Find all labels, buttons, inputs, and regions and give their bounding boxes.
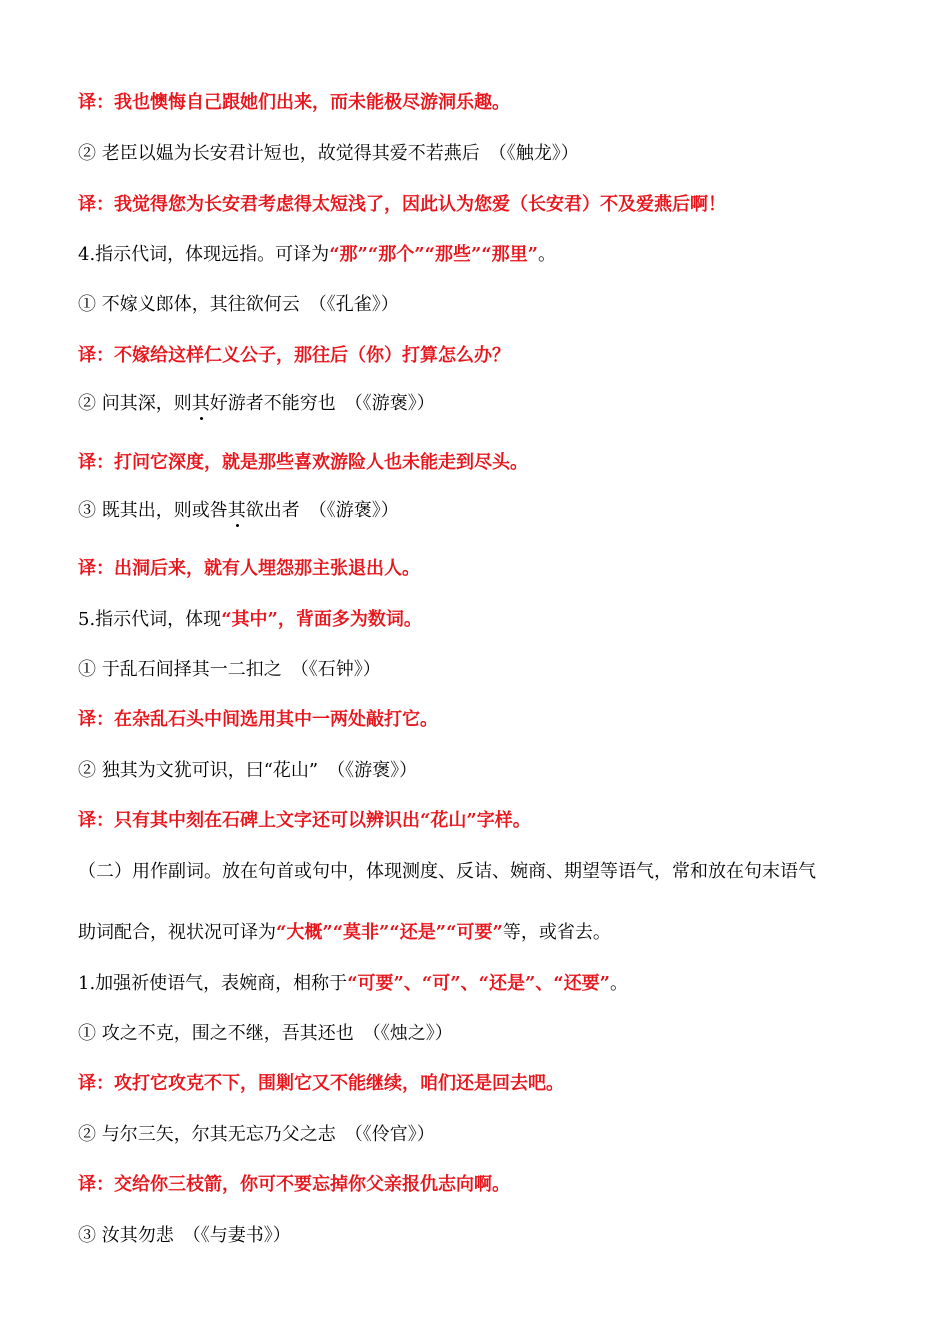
translation-line: 译：攻打它攻克不下，围剿它又不能继续，咱们还是回去吧。 <box>78 1073 564 1094</box>
body-text-part: 等，或省去。 <box>502 922 611 943</box>
example-line: ② 与尔三矢，尔其无忘乃父之志 （《伶官》） <box>78 1124 435 1145</box>
example-line: ① 于乱石间择其一二扣之 （《石钟》） <box>78 659 381 680</box>
highlight-text: “可要”、“可”、“还是”、“还要” <box>347 973 611 994</box>
example-text: ② 问其深，则 <box>78 393 192 414</box>
section-heading <box>78 973 628 995</box>
emphasis-char: 其 <box>227 500 246 521</box>
example-line: ① 不嫁义郎体，其往欲何云 （《孔雀》） <box>78 294 399 315</box>
example-line: ② 独其为文犹可识，曰“花山” （《游褒》） <box>78 760 418 781</box>
example-line <box>78 393 435 415</box>
example-line: ① 攻之不克，围之不继，吾其还也 （《烛之》） <box>78 1023 453 1044</box>
translation-line: 译：只有其中刻在石碑上文字还可以辨识出“花山”字样。 <box>78 810 531 831</box>
heading-text: 。 <box>538 244 557 265</box>
heading-text: 1.加强祈使语气，表婉商，相称于 <box>78 973 348 994</box>
example-line <box>78 500 399 522</box>
translation-line: 译：我也懊悔自己跟她们出来，而未能极尽游洞乐趣。 <box>78 92 510 113</box>
heading-text: 4.指示代词，体现远指。可译为 <box>78 244 330 265</box>
translation-line: 译：出洞后来，就有人埋怨那主张退出人。 <box>78 558 420 579</box>
translation-line: 译：在杂乱石头中间选用其中一两处敲打它。 <box>78 709 438 730</box>
translation-line: 译：我觉得您为长安君考虑得太短浅了，因此认为您爱（长安君）不及爱燕后啊！ <box>78 194 726 215</box>
example-text: 欲出者 （《游褒》） <box>245 500 399 521</box>
translation-line: 译：打问它深度，就是那些喜欢游险人也未能走到尽头。 <box>78 452 528 473</box>
heading-text: 。 <box>610 973 629 994</box>
highlight-text: “其中”，背面多为数词。 <box>221 609 422 630</box>
translation-line: 译：交给你三枝箭，你可不要忘掉你父亲报仇志向啊。 <box>78 1174 510 1195</box>
translation-line: 译：不嫁给这样仁义公子，那往后（你）打算怎么办？ <box>78 345 510 366</box>
example-line: ② 老臣以媪为长安君计短也，故觉得其爱不若燕后 （《触龙》） <box>78 143 579 164</box>
section-heading <box>78 609 422 631</box>
heading-text: 5.指示代词，体现 <box>78 609 222 630</box>
highlight-text: “那”“那个”“那些”“那里” <box>329 244 539 265</box>
example-text: 好游者不能穷也 （《游褒》） <box>209 393 435 414</box>
section-heading <box>78 244 556 266</box>
example-line: ③ 汝其勿悲 （《与妻书》） <box>78 1225 291 1246</box>
example-text: ③ 既其出，则或咎 <box>78 500 228 521</box>
highlight-text: “大概”“莫非”“还是”“可要” <box>276 922 503 943</box>
emphasis-char: 其 <box>191 393 210 414</box>
section-heading: （二）用作副词。放在句首或句中，体现测度、反诘、婉商、期望等语气，常和放在句末语气 <box>78 861 816 882</box>
body-text <box>78 922 611 944</box>
body-text-part: 助词配合，视状况可译为 <box>78 922 276 943</box>
